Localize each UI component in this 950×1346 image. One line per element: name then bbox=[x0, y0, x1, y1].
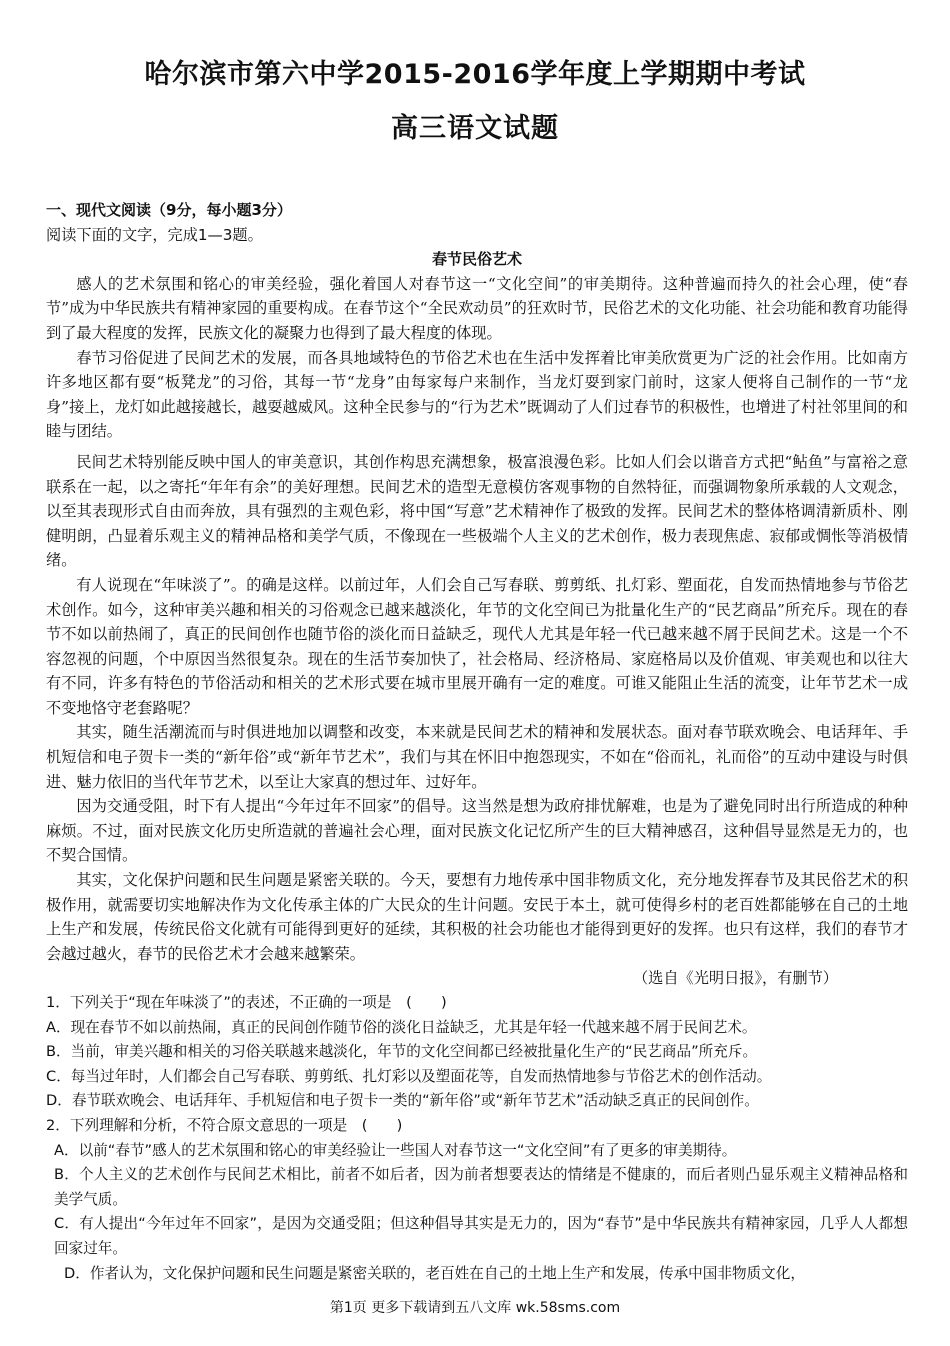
question-2-option-d: D．作者认为，文化保护问题和民生问题是紧密关联的，老百姓在自己的土地上生产和发展，传承中国非物质文化， bbox=[64, 1264, 805, 1282]
exam-content bbox=[46, 198, 908, 1286]
article-paragraph: 民间艺术特别能反映中国人的审美意识，其创作构思充满想象，极富浪漫色彩。比如人们会以谐音方式把“鲇鱼”与富裕之意联系在一起，以之寄托“年年有余”的美好理想。民间艺术的造型无意模仿客观事物的自然特征，而强调物象所承载的人文观念，以至其表现形式自由而奔放，具有强烈的主观色彩，将中国“写意”艺术精神作了极致的发挥。民间艺术的整体格调清新质朴、刚健明朗，凸显着乐观主义的精神品格和美学气质，不像现在一些极端个人主义的艺术创作，极力表现焦虑、寂郁或惆怅等消极情绪。 bbox=[46, 452, 908, 570]
article-paragraph: 有人说现在“年味淡了”。的确是这样。以前过年，人们会自己写春联、剪剪纸、扎灯彩、塑面花，自发而热情地参与节俗艺术创作。如今，这种审美兴趣和相关的习俗观念已越来越淡化，年节的文化空间已为批量化生产的“民艺商品”所充斥。现在的春节不如以前热闹了，真正的民间创作也随节俗的淡化而日益缺乏，现代人尤其是年轻一代已越来越不屑于民间艺术。这是一个不容忽视的问题，个中原因当然很复杂。现在的生活节奏加快了，社会格局、经济格局、家庭格局以及价值观、审美观也和以往大有不同，许多有特色的节俗活动和相关的艺术形式要在城市里展开确有一定的难度。可谁又能阻止生活的流变，让年节艺术一成不变地恪守老套路呢？ bbox=[46, 575, 908, 717]
article-source: （选自《光明日报》，有删节） bbox=[632, 969, 838, 988]
section-heading: 一、现代文阅读（9分，每小题3分） bbox=[46, 201, 292, 219]
question-2-option-a: A．以前“春节”感人的艺术氛围和铭心的审美经验让一些国人对春节这一“文化空间”有了更多的审美期待。 bbox=[54, 1141, 737, 1159]
article-title: 春节民俗艺术 bbox=[431, 250, 522, 269]
article-paragraph: 其实，随生活潮流而与时俱进地加以调整和改变，本来就是民间艺术的精神和发展状态。面对春节联欢晚会、电话拜年、手机短信和电子贺卡一类的“新年俗”或“新年节艺术”，我们与其在怀旧中抱怨现实，不如在“俗而礼，礼而俗”的互动中建设与时俱进、魅力依旧的当代年节艺术，以至让大家真的想过年、过好年。 bbox=[46, 723, 908, 791]
question-1-option-c: C．每当过年时，人们都会自己写春联、剪剪纸、扎灯彩以及塑面花等，自发而热情地参与节俗艺术的创作活动。 bbox=[46, 1067, 772, 1085]
article-paragraph: 其实，文化保护问题和民生问题是紧密关联的。今天，要想有力地传承中国非物质文化，充分地发挥春节及其民俗艺术的积极作用，就需要切实地解决作为文化传承主体的广大民众的生计问题。安民于本土，就可使得乡村的老百姓都能够在自己的土地上生产和发展，传统民俗文化就有可能得到更好的延续，其积极的社会功能也才能得到更好的发挥。也只有这样，我们的春节才会越过越火，春节的民俗艺术才会越来越繁荣。 bbox=[46, 871, 908, 963]
question-1-option-a: A．现在春节不如以前热闹，真正的民间创作随节俗的淡化日益缺乏，尤其是年轻一代越来越不屑于民间艺术。 bbox=[46, 1018, 757, 1036]
page-footer: 第1页 更多下载请到五八文库 wk.58sms.com bbox=[329, 1300, 621, 1316]
exam-subtitle: 高三语文试题 bbox=[391, 113, 559, 144]
question-2-stem: 2．下列理解和分析，不符合原文意思的一项是 ( ) bbox=[46, 1116, 403, 1134]
section-instruction: 阅读下面的文字，完成1—3题。 bbox=[46, 225, 263, 244]
article-paragraph: 感人的艺术氛围和铭心的审美经验，强化着国人对春节这一“文化空间”的审美期待。这种普遍而持久的社会心理，使“春节”成为中华民族共有精神家园的重要构成。在春节这个“全民欢动员”的狂欢时节，民俗艺术的文化功能、社会功能和教育功能得到了最大程度的发挥，民族文化的凝聚力也得到了最大程度的体现。 bbox=[46, 274, 908, 342]
exam-title: 哈尔滨市第六中学2015-2016学年度上学期期中考试 bbox=[144, 59, 806, 90]
article-paragraph: 因为交通受阻，时下有人提出“今年过年不回家”的倡导。这当然是想为政府排忧解难，也是为了避免同时出行所造成的种种麻烦。不过，面对民族文化历史所造就的普遍社会心理，面对民族文化记忆所产生的巨大精神感召，这种倡导显然是无力的，也不契合国情。 bbox=[46, 797, 908, 865]
article-paragraph: 春节习俗促进了民间艺术的发展，而各具地域特色的节俗艺术也在生活中发挥着比审美欣赏更为广泛的社会作用。比如南方许多地区都有耍“板凳龙”的习俗，其每一节“龙身”由每家每户来制作，当龙灯耍到家门前时，这家人便将自己制作的一节“龙身”接上，龙灯如此越接越长，越耍越威风。这种全民参与的“行为艺术”既调动了人们过春节的积极性，也增进了村社邻里间的和睦与团结。 bbox=[46, 348, 908, 441]
question-2-option-c: C．有人提出“今年过年不回家”，是因为交通受阻；但这种倡导其实是无力的，因为“春节”是中华民族共有精神家园，几乎人人都想回家过年。 bbox=[54, 1215, 908, 1257]
question-1-stem: 1．下列关于“现在年味淡了”的表述，不正确的一项是 ( ) bbox=[46, 994, 447, 1011]
question-2-option-b: B．个人主义的艺术创作与民间艺术相比，前者不如后者，因为前者想要表达的情绪是不健康的，而后者则凸显乐观主义精神品格和美学气质。 bbox=[54, 1166, 908, 1208]
question-1-option-b: B．当前，审美兴趣和相关的习俗关联越来越淡化，年节的文化空间都已经被批量化生产的“民艺商品”所充斥。 bbox=[46, 1043, 758, 1061]
question-1-option-d: D．春节联欢晚会、电话拜年、手机短信和电子贺卡一类的“新年俗”或“新年节艺术”活动缺乏真正的民间创作。 bbox=[46, 1092, 759, 1110]
